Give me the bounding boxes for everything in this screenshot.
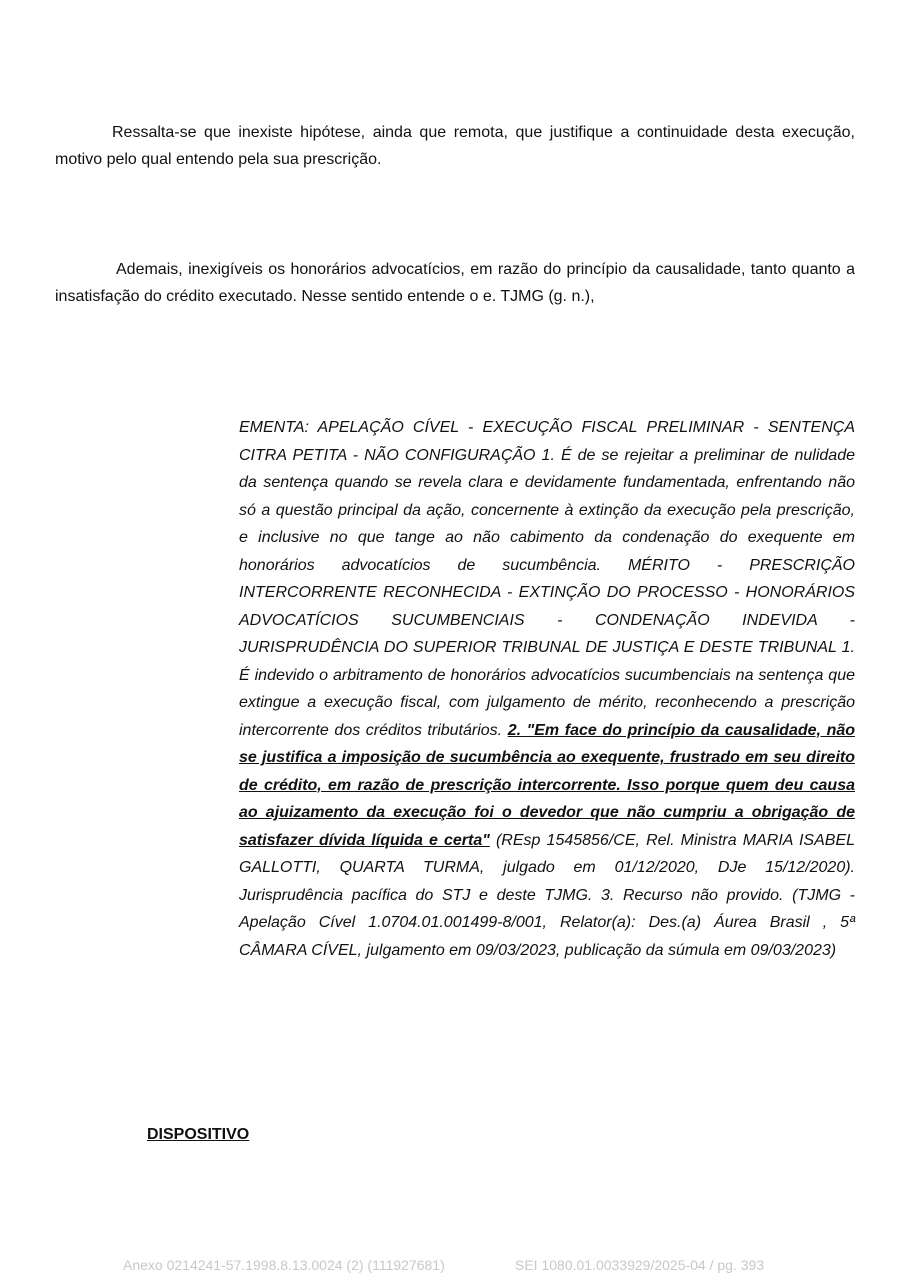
footer-annex-reference: Anexo 0214241-57.1998.8.13.0024 (2) (111927681): [123, 1257, 445, 1273]
ementa-text-part2: (REsp 1545856/CE, Rel. Ministra MARIA ISABEL GALLOTTI, QUARTA TURMA, julgado em 01/12/2020, DJe 15/12/2020). Jurisprudência pacífica do STJ e deste TJMG. 3. Recurso não provido. (TJMG - Apelação Cível 1.0704.01.001499-8/001, Relator(a): Des.(a) Áurea Brasil , 5ª CÂMARA CÍVEL, julgamento em 09/03/2023, publicação da súmula em 09/03/2023): [239, 831, 856, 959]
section-heading-dispositivo: DISPOSITIVO: [147, 1126, 250, 1143]
ementa-quote-block: [239, 414, 855, 964]
paragraph-text: Ressalta-se que inexiste hipótese, ainda que remota, que justifique a continuidade desta execução, motivo pelo qual entendo pela sua prescrição.: [55, 124, 855, 168]
paragraph-text: Ademais, inexigíveis os honorários advocatícios, em razão do princípio da causalidade, tanto quanto a insatisfação do crédito executado. Nesse sentido entende o e. TJMG (g. n.),: [55, 261, 855, 305]
paragraph-prescricao: [55, 119, 855, 173]
paragraph-honorarios: [55, 256, 855, 310]
ementa-highlighted-quote: 2. "Em face do princípio da causalidade, não se justifica a imposição de sucumbência ao exequente, frustrado em seu direito de crédito, em razão de prescrição intercorrente. Isso porque quem deu causa ao ajuizamento da execução foi o devedor que não cumpriu a obrigação de satisfazer dívida líquida e certa": [239, 721, 856, 849]
ementa-text-part1: EMENTA: APELAÇÃO CÍVEL - EXECUÇÃO FISCAL PRELIMINAR - SENTENÇA CITRA PETITA - NÃO CONFIGURAÇÃO 1. É de se rejeitar a preliminar de nulidade da sentença quando se revela clara e devidamente fundamentada, enfrentando não só a questão principal da ação, concernente à extinção da execução pela prescrição, e inclusive no que tange ao não cabimento da condenação do exequente em honorários advocatícios de sucumbência. MÉRITO - PRESCRIÇÃO INTERCORRENTE RECONHECIDA - EXTINÇÃO DO PROCESSO - HONORÁRIOS ADVOCATÍCIOS SUCUMBENCIAIS - CONDENAÇÃO INDEVIDA - JURISPRUDÊNCIA DO SUPERIOR TRIBUNAL DE JUSTIÇA E DESTE TRIBUNAL 1. É indevido o arbitramento de honorários advocatícios sucumbenciais na sentença que extingue a execução fiscal, com julgamento de mérito, reconhecendo a prescrição intercorrente dos créditos tributários.: [239, 419, 855, 739]
footer-sei-reference: SEI 1080.01.0033929/2025-04 / pg. 393: [515, 1257, 765, 1273]
